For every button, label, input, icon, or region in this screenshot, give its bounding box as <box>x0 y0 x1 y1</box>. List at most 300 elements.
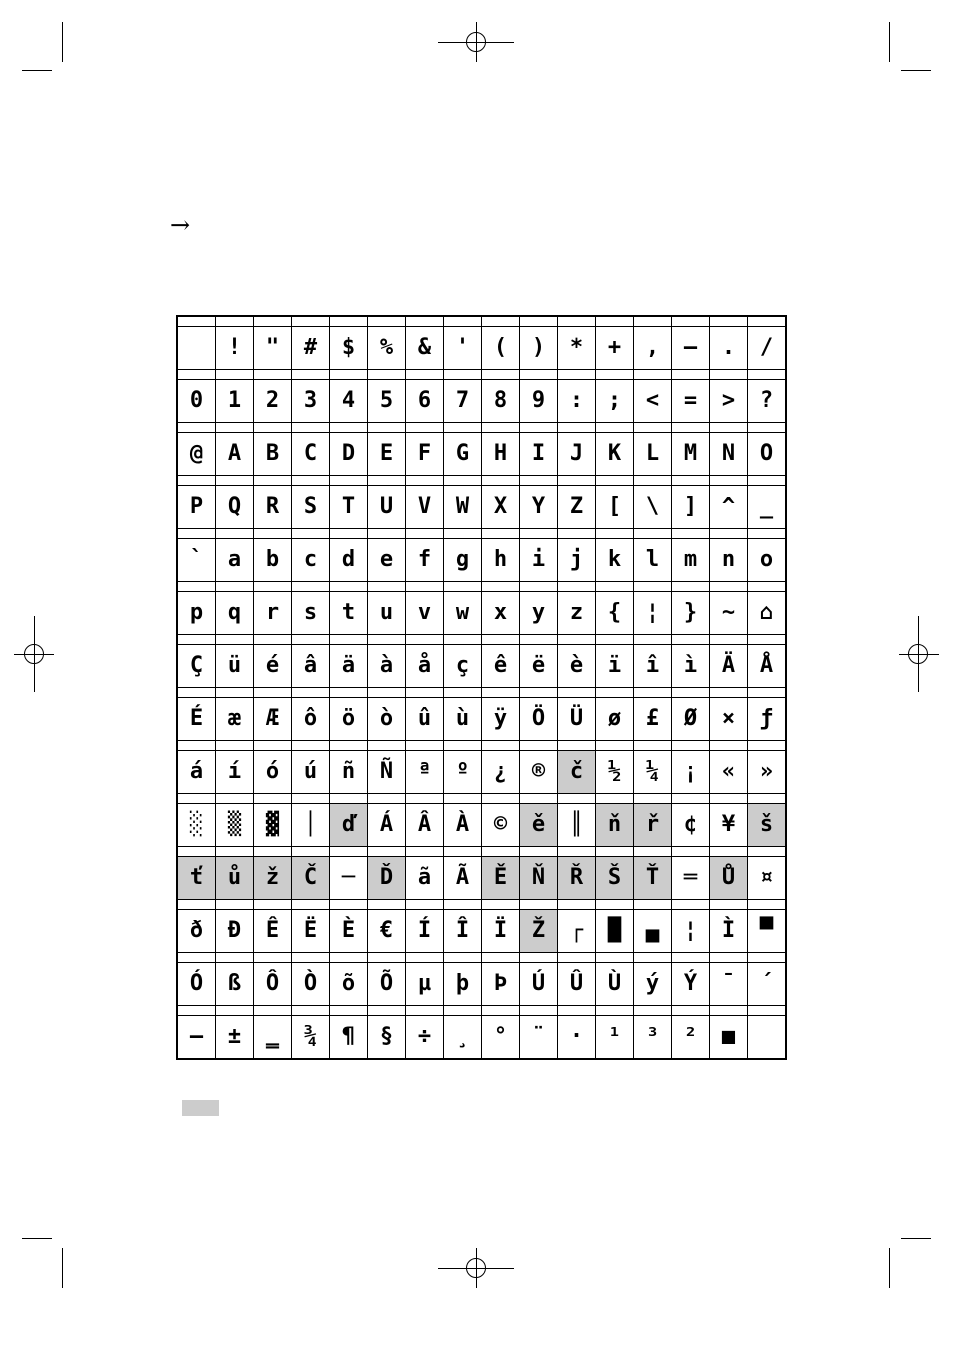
glyph-cell: « <box>710 751 748 794</box>
glyph-cell: Ů <box>710 857 748 900</box>
glyph-cell: 0 <box>177 380 216 423</box>
spacer-cell <box>748 423 787 433</box>
spacer-cell <box>254 953 292 963</box>
spacer-cell <box>177 741 216 751</box>
glyph-cell: ň <box>596 804 634 847</box>
glyph-cell: ¿ <box>482 751 520 794</box>
spacer-cell <box>177 794 216 804</box>
spacer-cell <box>482 794 520 804</box>
spacer-cell <box>634 953 672 963</box>
spacer-cell <box>748 794 787 804</box>
spacer-cell <box>482 953 520 963</box>
spacer-cell <box>216 635 254 645</box>
glyph-cell: û <box>406 698 444 741</box>
glyph-cell: s <box>292 592 330 635</box>
glyph-cell: W <box>444 486 482 529</box>
glyph-cell: e <box>368 539 406 582</box>
table-row <box>177 380 786 423</box>
spacer-cell <box>216 316 254 327</box>
spacer-cell <box>634 529 672 539</box>
spacer-cell <box>672 953 710 963</box>
glyph-cell: þ <box>444 963 482 1006</box>
spacer-cell <box>748 953 787 963</box>
spacer-cell <box>558 847 596 857</box>
spacer-cell <box>634 741 672 751</box>
glyph-cell: ^ <box>710 486 748 529</box>
glyph-cell: * <box>558 327 596 370</box>
glyph-cell: ï <box>596 645 634 688</box>
glyph-cell: ä <box>330 645 368 688</box>
spacer-cell <box>330 316 368 327</box>
spacer-cell <box>216 900 254 910</box>
spacer-cell <box>710 476 748 486</box>
spacer-cell <box>634 423 672 433</box>
spacer-cell <box>482 900 520 910</box>
spacer-cell <box>710 582 748 592</box>
glyph-cell: 4 <box>330 380 368 423</box>
table-spacer-row <box>177 316 786 327</box>
glyph-cell: Ö <box>520 698 558 741</box>
spacer-cell <box>444 688 482 698</box>
spacer-cell <box>482 635 520 645</box>
spacer-cell <box>634 688 672 698</box>
spacer-cell <box>177 635 216 645</box>
spacer-cell <box>672 900 710 910</box>
table-spacer-row <box>177 1006 786 1016</box>
spacer-cell <box>558 476 596 486</box>
crop-mark <box>889 1248 890 1288</box>
spacer-cell <box>634 794 672 804</box>
spacer-cell <box>330 794 368 804</box>
glyph-cell: Ý <box>672 963 710 1006</box>
spacer-cell <box>748 847 787 857</box>
table-row <box>177 592 786 635</box>
table-row <box>177 433 786 476</box>
spacer-cell <box>330 741 368 751</box>
crop-mark <box>22 70 52 71</box>
table-spacer-row <box>177 794 786 804</box>
glyph-cell: Ä <box>710 645 748 688</box>
glyph-cell: Q <box>216 486 254 529</box>
spacer-cell <box>596 423 634 433</box>
glyph-cell: T <box>330 486 368 529</box>
registration-mark <box>466 32 486 52</box>
spacer-cell <box>177 316 216 327</box>
spacer-cell <box>520 370 558 380</box>
glyph-cell: o <box>748 539 787 582</box>
spacer-cell <box>406 741 444 751</box>
glyph-cell: º <box>444 751 482 794</box>
spacer-cell <box>482 847 520 857</box>
spacer-cell <box>444 370 482 380</box>
glyph-cell: w <box>444 592 482 635</box>
spacer-cell <box>406 635 444 645</box>
spacer-cell <box>406 370 444 380</box>
spacer-cell <box>672 316 710 327</box>
spacer-cell <box>596 741 634 751</box>
table-spacer-row <box>177 688 786 698</box>
glyph-cell: ó <box>254 751 292 794</box>
spacer-cell <box>406 476 444 486</box>
glyph-cell: # <box>292 327 330 370</box>
spacer-cell <box>520 529 558 539</box>
spacer-cell <box>254 370 292 380</box>
glyph-cell: ¤ <box>748 857 787 900</box>
glyph-cell: M <box>672 433 710 476</box>
spacer-cell <box>292 370 330 380</box>
spacer-cell <box>558 953 596 963</box>
glyph-cell: @ <box>177 433 216 476</box>
glyph-cell: % <box>368 327 406 370</box>
glyph-cell: , <box>634 327 672 370</box>
glyph-cell: » <box>748 751 787 794</box>
glyph-cell: Â <box>406 804 444 847</box>
glyph-cell: ─ <box>330 857 368 900</box>
spacer-cell <box>710 847 748 857</box>
spacer-cell <box>596 476 634 486</box>
glyph-cell: y <box>520 592 558 635</box>
spacer-cell <box>672 741 710 751</box>
glyph-cell: C <box>292 433 330 476</box>
spacer-cell <box>444 1006 482 1016</box>
glyph-cell: ▀ <box>748 910 787 953</box>
glyph-cell: k <box>596 539 634 582</box>
glyph-cell: ⌂ <box>748 592 787 635</box>
spacer-cell <box>520 688 558 698</box>
glyph-cell: f <box>406 539 444 582</box>
spacer-cell <box>596 847 634 857</box>
spacer-cell <box>710 900 748 910</box>
table-row <box>177 539 786 582</box>
spacer-cell <box>748 688 787 698</box>
spacer-cell <box>482 529 520 539</box>
spacer-cell <box>406 529 444 539</box>
spacer-cell <box>634 635 672 645</box>
crop-mark <box>901 1238 931 1239</box>
glyph-cell: § <box>368 1016 406 1060</box>
glyph-cell: x <box>482 592 520 635</box>
spacer-cell <box>748 370 787 380</box>
glyph-cell: ÿ <box>482 698 520 741</box>
glyph-cell: U <box>368 486 406 529</box>
table-row <box>177 857 786 900</box>
glyph-cell: n <box>710 539 748 582</box>
spacer-cell <box>710 316 748 327</box>
glyph-cell: å <box>406 645 444 688</box>
table-spacer-row <box>177 635 786 645</box>
spacer-cell <box>292 316 330 327</box>
glyph-cell: ! <box>216 327 254 370</box>
spacer-cell <box>710 1006 748 1016</box>
spacer-cell <box>482 370 520 380</box>
glyph-cell <box>177 327 216 370</box>
spacer-cell <box>520 582 558 592</box>
spacer-cell <box>596 688 634 698</box>
glyph-cell: í <box>216 751 254 794</box>
glyph-cell: [ <box>596 486 634 529</box>
spacer-cell <box>177 953 216 963</box>
glyph-cell: Č <box>292 857 330 900</box>
table-row <box>177 645 786 688</box>
glyph-cell: = <box>672 380 710 423</box>
spacer-cell <box>177 582 216 592</box>
spacer-cell <box>177 847 216 857</box>
table-spacer-row <box>177 582 786 592</box>
glyph-cell: ~ <box>710 592 748 635</box>
glyph-cell: Æ <box>254 698 292 741</box>
spacer-cell <box>520 1006 558 1016</box>
glyph-cell: č <box>558 751 596 794</box>
glyph-cell: Ì <box>710 910 748 953</box>
spacer-cell <box>177 688 216 698</box>
spacer-cell <box>444 847 482 857</box>
spacer-cell <box>216 370 254 380</box>
spacer-cell <box>254 529 292 539</box>
spacer-cell <box>596 582 634 592</box>
spacer-cell <box>672 529 710 539</box>
spacer-cell <box>520 953 558 963</box>
glyph-cell: ¸ <box>444 1016 482 1060</box>
spacer-cell <box>634 1006 672 1016</box>
spacer-cell <box>406 582 444 592</box>
glyph-cell: Y <box>520 486 558 529</box>
glyph-cell: Ú <box>520 963 558 1006</box>
glyph-cell: Ě <box>482 857 520 900</box>
table-spacer-row <box>177 953 786 963</box>
glyph-cell: c <box>292 539 330 582</box>
glyph-cell: Ø <box>672 698 710 741</box>
glyph-cell: ů <box>216 857 254 900</box>
spacer-cell <box>710 741 748 751</box>
table-spacer-row <box>177 423 786 433</box>
glyph-cell: ý <box>634 963 672 1006</box>
glyph-cell: Ç <box>177 645 216 688</box>
glyph-cell: ¹ <box>596 1016 634 1060</box>
glyph-cell: 1 <box>216 380 254 423</box>
glyph-cell: / <box>748 327 787 370</box>
spacer-cell <box>216 529 254 539</box>
glyph-cell: ř <box>634 804 672 847</box>
spacer-cell <box>444 529 482 539</box>
table-spacer-row <box>177 900 786 910</box>
spacer-cell <box>558 1006 596 1016</box>
glyph-cell: À <box>444 804 482 847</box>
glyph-cell: K <box>596 433 634 476</box>
glyph-cell: ═ <box>672 857 710 900</box>
glyph-cell: ▓ <box>254 804 292 847</box>
spacer-cell <box>558 582 596 592</box>
spacer-cell <box>368 688 406 698</box>
glyph-cell: · <box>558 1016 596 1060</box>
glyph-cell: z <box>558 592 596 635</box>
glyph-cell: ║ <box>558 804 596 847</box>
glyph-cell: ½ <box>596 751 634 794</box>
spacer-cell <box>216 688 254 698</box>
glyph-cell: Í <box>406 910 444 953</box>
spacer-cell <box>216 476 254 486</box>
glyph-cell: ø <box>596 698 634 741</box>
spacer-cell <box>292 794 330 804</box>
spacer-cell <box>177 1006 216 1016</box>
spacer-cell <box>748 316 787 327</box>
glyph-cell: ® <box>520 751 558 794</box>
spacer-cell <box>482 1006 520 1016</box>
glyph-cell: ¦ <box>672 910 710 953</box>
glyph-cell: ] <box>672 486 710 529</box>
spacer-cell <box>710 688 748 698</box>
glyph-cell: 8 <box>482 380 520 423</box>
glyph-cell: Ť <box>634 857 672 900</box>
spacer-cell <box>748 635 787 645</box>
spacer-cell <box>254 582 292 592</box>
glyph-cell: š <box>748 804 787 847</box>
glyph-cell: + <box>596 327 634 370</box>
spacer-cell <box>406 900 444 910</box>
spacer-cell <box>520 900 558 910</box>
glyph-cell: ü <box>216 645 254 688</box>
crop-mark <box>889 22 890 62</box>
glyph-cell: █ <box>596 910 634 953</box>
spacer-cell <box>748 582 787 592</box>
spacer-cell <box>292 953 330 963</box>
registration-mark <box>24 644 44 664</box>
spacer-cell <box>672 370 710 380</box>
crop-mark <box>901 70 931 71</box>
glyph-cell: ' <box>444 327 482 370</box>
table-row <box>177 327 786 370</box>
glyph-cell: ç <box>444 645 482 688</box>
spacer-cell <box>177 370 216 380</box>
table-spacer-row <box>177 847 786 857</box>
spacer-cell <box>216 794 254 804</box>
glyph-cell: ď <box>330 804 368 847</box>
table-spacer-row <box>177 741 786 751</box>
glyph-cell: ▒ <box>216 804 254 847</box>
glyph-cell: ³ <box>634 1016 672 1060</box>
spacer-cell <box>292 635 330 645</box>
spacer-cell <box>634 900 672 910</box>
glyph-cell: ž <box>254 857 292 900</box>
spacer-cell <box>482 688 520 698</box>
glyph-cell: i <box>520 539 558 582</box>
glyph-cell: Ô <box>254 963 292 1006</box>
glyph-cell: ť <box>177 857 216 900</box>
spacer-cell <box>330 688 368 698</box>
spacer-cell <box>292 476 330 486</box>
spacer-cell <box>558 316 596 327</box>
spacer-cell <box>292 900 330 910</box>
glyph-cell: ù <box>444 698 482 741</box>
spacer-cell <box>482 423 520 433</box>
spacer-cell <box>444 741 482 751</box>
spacer-cell <box>634 582 672 592</box>
spacer-cell <box>444 794 482 804</box>
spacer-cell <box>406 847 444 857</box>
spacer-cell <box>368 794 406 804</box>
spacer-cell <box>330 1006 368 1016</box>
spacer-cell <box>368 370 406 380</box>
glyph-cell: Đ <box>216 910 254 953</box>
glyph-cell: Ř <box>558 857 596 900</box>
spacer-cell <box>482 476 520 486</box>
spacer-cell <box>558 370 596 380</box>
glyph-cell: Ë <box>292 910 330 953</box>
glyph-cell: 5 <box>368 380 406 423</box>
glyph-cell: R <box>254 486 292 529</box>
spacer-cell <box>330 635 368 645</box>
glyph-cell: Ï <box>482 910 520 953</box>
glyph-cell: £ <box>634 698 672 741</box>
glyph-cell: ¥ <box>710 804 748 847</box>
spacer-cell <box>482 741 520 751</box>
spacer-cell <box>672 635 710 645</box>
spacer-cell <box>216 1006 254 1016</box>
glyph-cell: Å <box>748 645 787 688</box>
glyph-cell: ã <box>406 857 444 900</box>
spacer-cell <box>672 794 710 804</box>
glyph-cell: │ <box>292 804 330 847</box>
character-table-body <box>177 316 786 1059</box>
glyph-cell: H <box>482 433 520 476</box>
glyph-cell: 9 <box>520 380 558 423</box>
glyph-cell: Š <box>596 857 634 900</box>
spacer-cell <box>596 1006 634 1016</box>
glyph-cell: î <box>634 645 672 688</box>
glyph-cell <box>748 1016 787 1060</box>
spacer-cell <box>444 582 482 592</box>
glyph-cell: – <box>672 327 710 370</box>
spacer-cell <box>330 370 368 380</box>
glyph-cell: ê <box>482 645 520 688</box>
glyph-cell: Ó <box>177 963 216 1006</box>
spacer-cell <box>520 635 558 645</box>
spacer-cell <box>330 529 368 539</box>
glyph-cell: p <box>177 592 216 635</box>
glyph-cell: ¨ <box>520 1016 558 1060</box>
spacer-cell <box>330 582 368 592</box>
table-row <box>177 751 786 794</box>
table-row <box>177 804 786 847</box>
glyph-cell: ± <box>216 1016 254 1060</box>
glyph-cell: ? <box>748 380 787 423</box>
spacer-cell <box>406 316 444 327</box>
spacer-cell <box>254 741 292 751</box>
spacer-cell <box>634 316 672 327</box>
spacer-cell <box>254 635 292 645</box>
spacer-cell <box>254 688 292 698</box>
spacer-cell <box>520 476 558 486</box>
table-row <box>177 486 786 529</box>
spacer-cell <box>368 900 406 910</box>
spacer-cell <box>254 476 292 486</box>
spacer-cell <box>710 423 748 433</box>
glyph-cell: ¼ <box>634 751 672 794</box>
spacer-cell <box>748 1006 787 1016</box>
spacer-cell <box>330 476 368 486</box>
spacer-cell <box>672 476 710 486</box>
spacer-cell <box>177 900 216 910</box>
glyph-cell: ▄ <box>634 910 672 953</box>
spacer-cell <box>444 316 482 327</box>
glyph-cell: ì <box>672 645 710 688</box>
spacer-cell <box>482 582 520 592</box>
glyph-cell: < <box>634 380 672 423</box>
glyph-cell: × <box>710 698 748 741</box>
spacer-cell <box>216 741 254 751</box>
glyph-cell: ö <box>330 698 368 741</box>
glyph-cell: é <box>254 645 292 688</box>
legend-swatch <box>182 1100 219 1116</box>
